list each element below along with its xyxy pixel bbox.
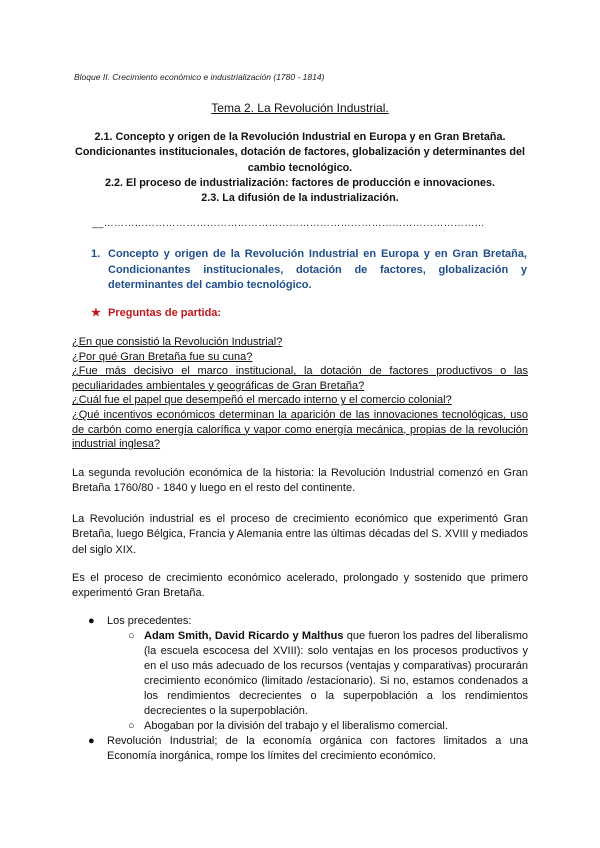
subbullet-item-division	[72, 719, 528, 734]
questions-list	[72, 335, 528, 452]
bullet-item-precedents	[72, 614, 528, 629]
dotted-separator: __…………………………………………………………………………………………………	[92, 218, 485, 229]
topic-subtitles	[70, 130, 530, 206]
question-item: ¿Por qué Gran Bretaña fue su cuna?	[72, 350, 253, 363]
subtitle-2-1: 2.1. Concepto y origen de la Revolución Industrial en Europa y en Gran Bretaña. Condicionantes institucionales, dotación de factores, globalización y determinantes del cambio tecnológico.	[75, 131, 525, 174]
bullet-text: Revolución Industrial; de la economía orgánica con factores limitados a una Economía inorgánica, rompe los límites del crecimiento económico.	[107, 735, 528, 762]
subbullet-icon: ○	[128, 720, 135, 732]
bullet-text: Los precedentes:	[107, 615, 192, 627]
paragraph-1: La segunda revolución económica de la historia: la Revolución Industrial comenzó en Gran Bretaña 1760/80 - 1840 y luego en el resto del continente.	[72, 467, 528, 495]
paragraph-3: Es el proceso de crecimiento económico acelerado, prolongado y sostenido que primero experimentó Gran Bretaña.	[72, 572, 528, 600]
section-heading-text: Concepto y origen de la Revolución Industrial en Europa y en Gran Bretaña, Condicionantes institucionales, dotación de factores, globalización y determinantes del cambio tecnológico.	[108, 248, 527, 291]
bullet-icon: ●	[88, 735, 95, 747]
bullet-list	[72, 614, 528, 764]
question-item: ¿Qué incentivos económicos determinan la aparición de las innovaciones tecnológicas, uso de carbón como energía calorífica y vapor como energía mecánica, propias de la revolución industrial inglesa?	[72, 408, 528, 451]
star-icon: ★	[91, 307, 101, 319]
question-item: ¿Fue más decisivo el marco institucional, la dotación de factores productivos o las peculiaridades ambientales y geográficas de Gran Bretaña?	[72, 365, 528, 392]
subbullet-text: Abogaban por la división del trabajo y el liberalismo comercial.	[144, 720, 448, 732]
subbullet-item-economists	[72, 629, 528, 719]
economists-names: Adam Smith, David Ricardo y Malthus	[144, 630, 344, 642]
question-item: ¿Cuál fue el papel que desempeñó el mercado interno y el comercio colonial?	[72, 394, 452, 407]
subbullet-icon: ○	[128, 630, 135, 642]
subtitle-2-2: 2.2. El proceso de industrialización: factores de producción e innovaciones.	[105, 176, 495, 189]
section-number: 1.	[91, 248, 101, 260]
starting-questions-label: Preguntas de partida:	[108, 307, 222, 319]
section-heading	[91, 247, 527, 294]
starting-questions-heading	[91, 306, 221, 319]
question-item: ¿En que consistió la Revolución Industrial?	[72, 336, 283, 348]
running-header: Bloque II. Crecimiento económico e industrialización (1780 - 1814)	[74, 72, 325, 82]
subtitle-2-3: 2.3. La difusión de la industrialización.	[201, 192, 399, 205]
subbullet-text: que fueron los padres del liberalismo (la escuela escocesa del XVIII): solo ventajas en los procesos productivos y en el uso más adecuado de los recursos (ventajas y comparativas) procurarán crecimiento económico (limitado /estacionario). Si no, estamos condenados a los rendimientos decrecientes o la superpoblación a los rendimientos decrecientes o la superpoblación.	[144, 630, 528, 717]
paragraph-2: La Revolución industrial es el proceso de crecimiento económico que experimentó Gran Bretaña, luego Bélgica, Francia y Alemania entre las últimas décadas del S. XVIII y mediados del siglo XIX.	[72, 513, 528, 556]
bullet-item-revolution	[72, 734, 528, 764]
bullet-icon: ●	[88, 615, 95, 627]
page-title: Tema 2. La Revolución Industrial.	[211, 101, 389, 115]
